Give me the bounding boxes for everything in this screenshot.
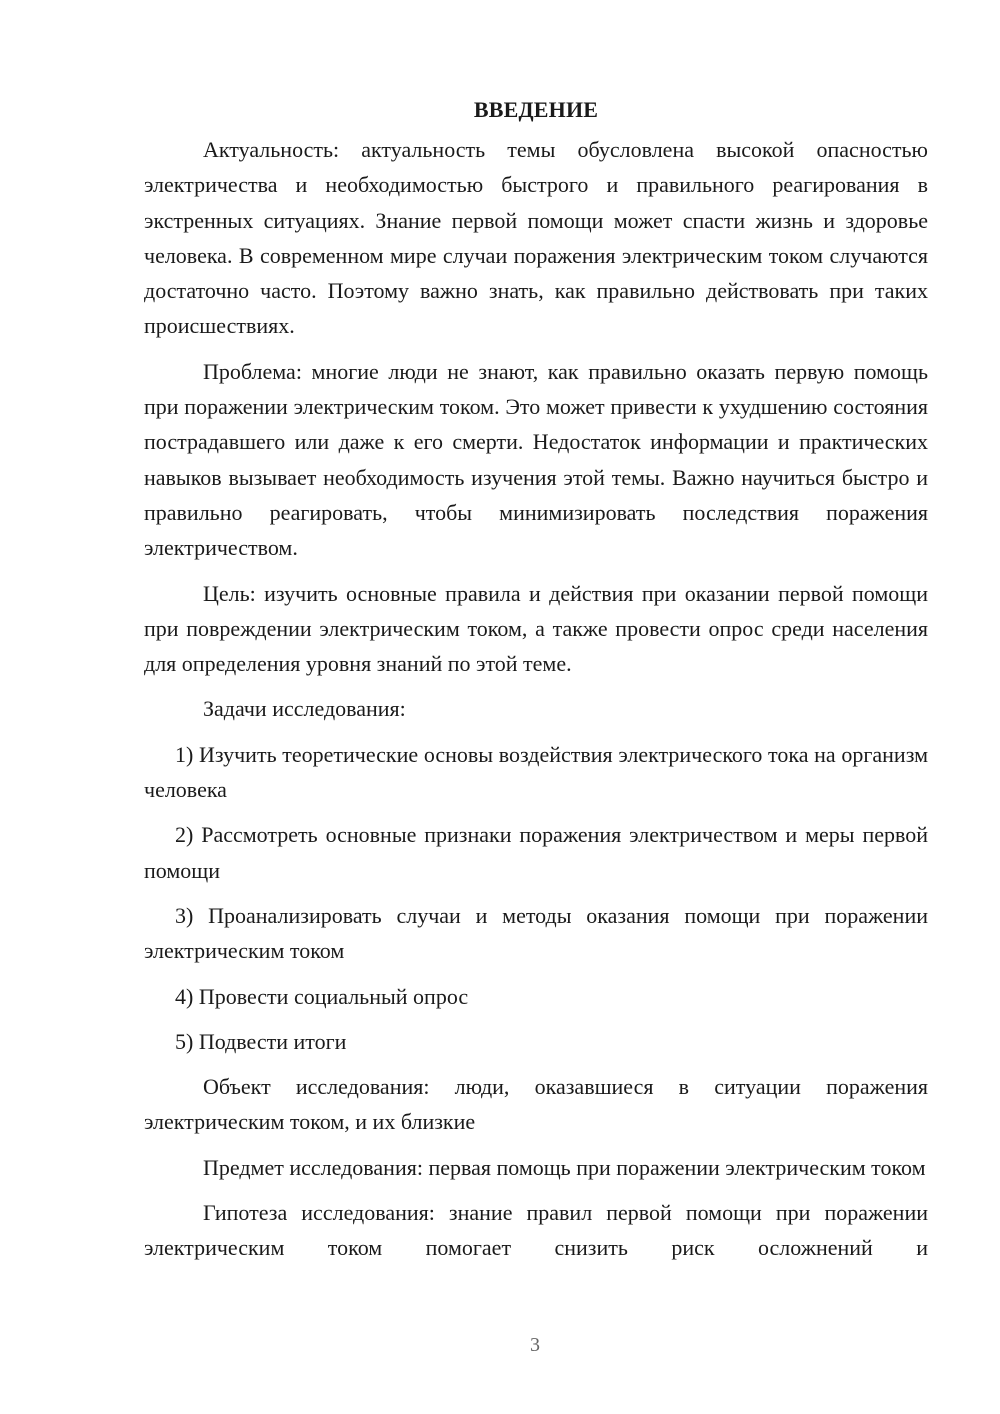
task-item-3: 3) Проанализировать случаи и методы оказания помощи при поражении электрическим током	[144, 902, 928, 964]
task-item-4: 4) Провести социальный опрос	[175, 983, 469, 1009]
paragraph-goal: Цель: изучить основные правила и действия при оказании первой помощи при повреждении электрическим током, а также провести опрос среди населения для определения уровня знаний по этой теме.	[144, 580, 928, 677]
page-number: 3	[530, 1334, 540, 1356]
paragraph-subject: Предмет исследования: первая помощь при поражении электрическим током	[203, 1154, 926, 1180]
paragraph-problem: Проблема: многие люди не знают, как правильно оказать первую помощь при поражении электрическим током. Это может привести к ухудшению состояния пострадавшего или даже к его смерти. Недостаток информации и практических навыков вызывает необходимость изучения этой темы. Важно научиться быстро и правильно реагировать, чтобы минимизировать последствия поражения электричеством.	[144, 358, 928, 561]
document-page	[144, 92, 928, 1266]
task-item-5: 5) Подвести итоги	[175, 1028, 347, 1054]
paragraph-hypothesis: Гипотеза исследования: знание правил первой помощи при поражении электрическим током помогает снизить риск осложнений и	[144, 1200, 928, 1261]
page-title: ВВЕДЕНИЕ	[473, 97, 599, 122]
paragraph-relevance: Актуальность: актуальность темы обусловлена высокой опасностью электричества и необходимостью быстрого и правильного реагирования в экстренных ситуациях. Знание первой помощи может спасти жизнь и здоровье человека. В современном мире случаи поражения электрическим током случаются достаточно часто. Поэтому важно знать, как правильно действовать при таких происшествиях.	[144, 137, 928, 339]
tasks-heading: Задачи исследования:	[203, 696, 406, 722]
task-item-1: 1) Изучить теоретические основы воздействия электрического тока на организм человека	[144, 741, 928, 803]
task-item-2: 2) Рассмотреть основные признаки поражения электричеством и меры первой помощи	[144, 822, 928, 883]
paragraph-object: Объект исследования: люди, оказавшиеся в ситуации поражения электрическим током, и их близкие	[144, 1074, 928, 1135]
